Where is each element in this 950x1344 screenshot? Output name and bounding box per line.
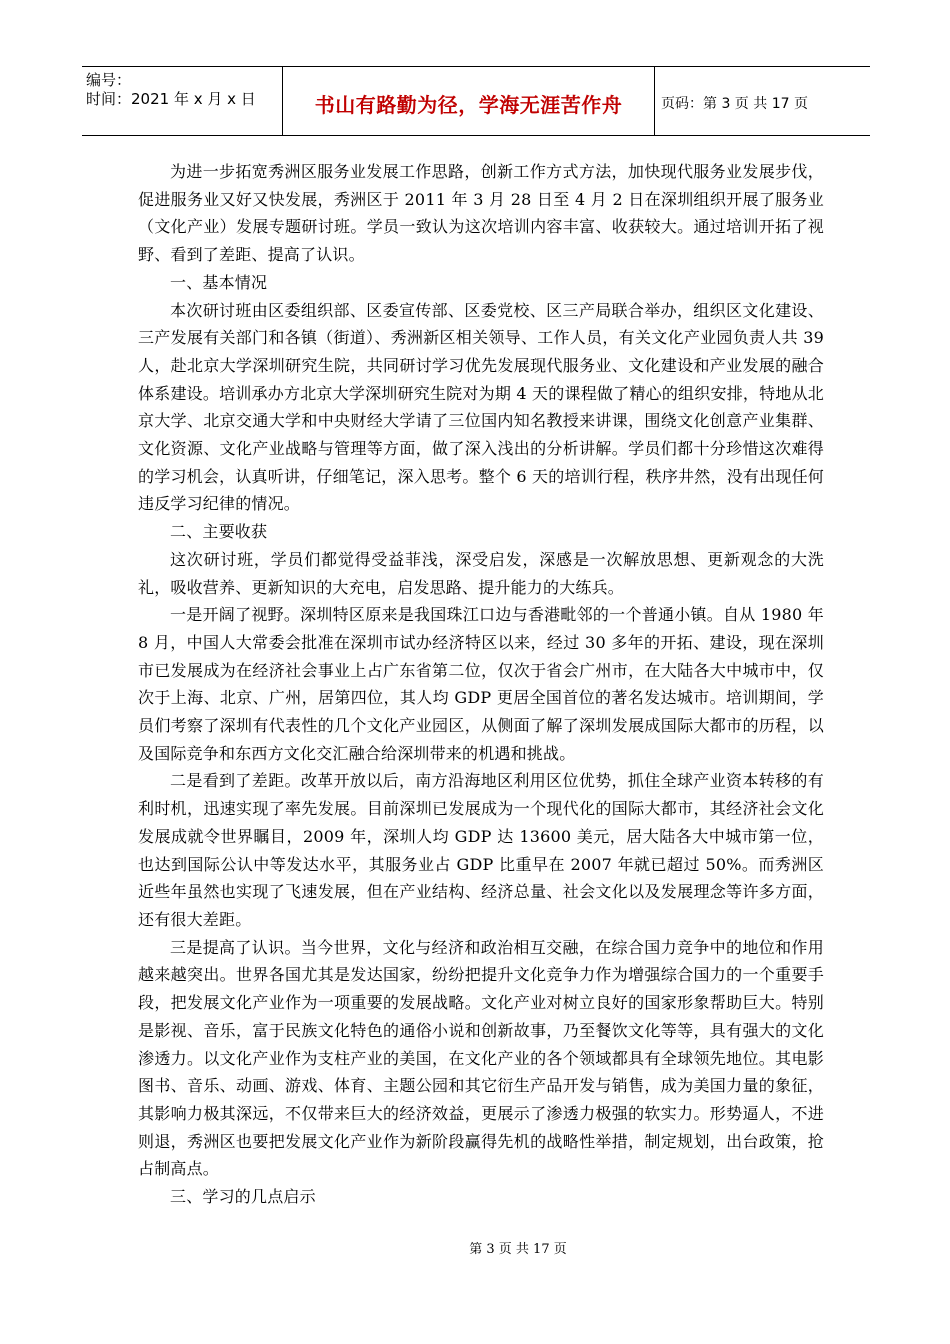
section-heading-insights: 三、学习的几点启示 [170,1187,316,1207]
page-footer: 第 3 页 共 17 页 [469,1242,567,1257]
gain-gap-paragraph: 二是看到了差距。改革开放以后，南方沿海地区利用区位优势，抓住全球产业资本转移的有利时机，迅速实现了率先发展。目前深圳已发展成为一个现代化的国际大都市，其经济社会文化发展成就令世界瞩目，2009 年，深圳人均 GDP 达 13600 美元，居大陆各大中城市第一位，也达到国际公认中等发达水平，其服务业占 GDP 比重早在 2007 年就已超过 50%。而秀洲区近些年虽然也实现了飞速发展，但在产业结构、经济总量、社会文化以及发展理念等许多方面，还有很大差距。 [138,771,824,929]
header-page-info: 页码：第 3 页 共 17 页 [661,96,808,112]
basic-info-paragraph: 本次研讨班由区委组织部、区委宣传部、区委党校、区三产局联合举办，组织区文化建设、三产发展有关部门和各镇（街道）、秀洲新区相关领导、工作人员，有关文化产业园负责人共 39 人，赴北京大学深圳研究生院，共同研讨学习优先发展现代服务业、文化建设和产业发展的融合体系建设。培训承办方北京大学深圳研究生院对为期 4 天的课程做了精心的组织安排，特地从北京大学、北京交通大学和中央财经大学请了三位国内知名教授来讲课，围绕文化创意产业集群、文化资源、文化产业战略与管理等方面，做了深入浅出的分析讲解。学员们都十分珍惜这次难得的学习机会，认真听讲，仔细笔记，深入思考。整个 6 天的培训行程，秩序井然，没有出现任何违反学习纪律的情况。 [138,300,824,514]
header-motto: 书山有路勤为径，学海无涯苦作舟 [314,92,623,117]
section-heading-gains: 二、主要收获 [170,522,268,542]
gain-vision-paragraph: 一是开阔了视野。深圳特区原来是我国珠江口边与香港毗邻的一个普通小镇。自从 1980 年 8 月，中国人大常委会批准在深圳市试办经济特区以来，经过 30 多年的开拓、建设，现在深圳市已发展成为在经济社会事业上占广东省第二位，仅次于省会广州市，在大陆各大中城市中，仅次于上海、北京、广州，居第四位，其人均 GDP 更居全国首位的著名发达城市。培训期间，学员们考察了深圳有代表性的几个文化产业园区，从侧面了解了深圳发展成国际大都市的历程，以及国际竞争和东西方文化交汇融合给深圳带来的机遇和挑战。 [138,605,824,763]
document-body [138,158,824,1211]
header-motto-cell [283,67,655,135]
section-heading-basic: 一、基本情况 [170,272,268,292]
intro-paragraph: 为进一步拓宽秀洲区服务业发展工作思路，创新工作方式方法，加快现代服务业发展步伐，促进服务业又好又快发展，秀洲区于 2011 年 3 月 28 日至 4 月 2 日在深圳组织开展了服务业（文化产业）发展专题研讨班。学员一致认为这次培训内容丰富、收获较大。通过培训开拓了视野、看到了差距、提高了认识。 [138,162,824,265]
document-number-label: 编号： [86,71,132,89]
gains-summary-paragraph: 这次研讨班，学员们都觉得受益菲浅，深受启发，深感是一次解放思想、更新观念的大洗礼，吸收营养、更新知识的大充电，启发思路、提升能力的大练兵。 [138,549,824,597]
page-header [82,66,870,136]
header-meta [82,67,283,135]
document-date: 时间：2021 年 x 月 x 日 [86,90,256,108]
gain-awareness-paragraph: 三是提高了认识。当今世界，文化与经济和政治相互交融，在综合国力竞争中的地位和作用越来越突出。世界各国尤其是发达国家，纷纷把提升文化竞争力作为增强综合国力的一个重要手段，把发展文化产业作为一项重要的发展战略。文化产业对树立良好的国家形象帮助巨大。特别是影视、音乐，富于民族文化特色的通俗小说和创新故事，乃至餐饮文化等等，具有强大的文化渗透力。以文化产业作为支柱产业的美国，在文化产业的各个领域都具有全球领先地位。其电影图书、音乐、动画、游戏、体育、主题公园和其它衍生产品开发与销售，成为美国力量的象征，其影响力极其深远，不仅带来巨大的经济效益，更展示了渗透力极强的软实力。形势逼人，不进则退，秀洲区也要把发展文化产业作为新阶段赢得先机的战略性举措，制定规划，出台政策，抢占制高点。 [138,937,824,1179]
